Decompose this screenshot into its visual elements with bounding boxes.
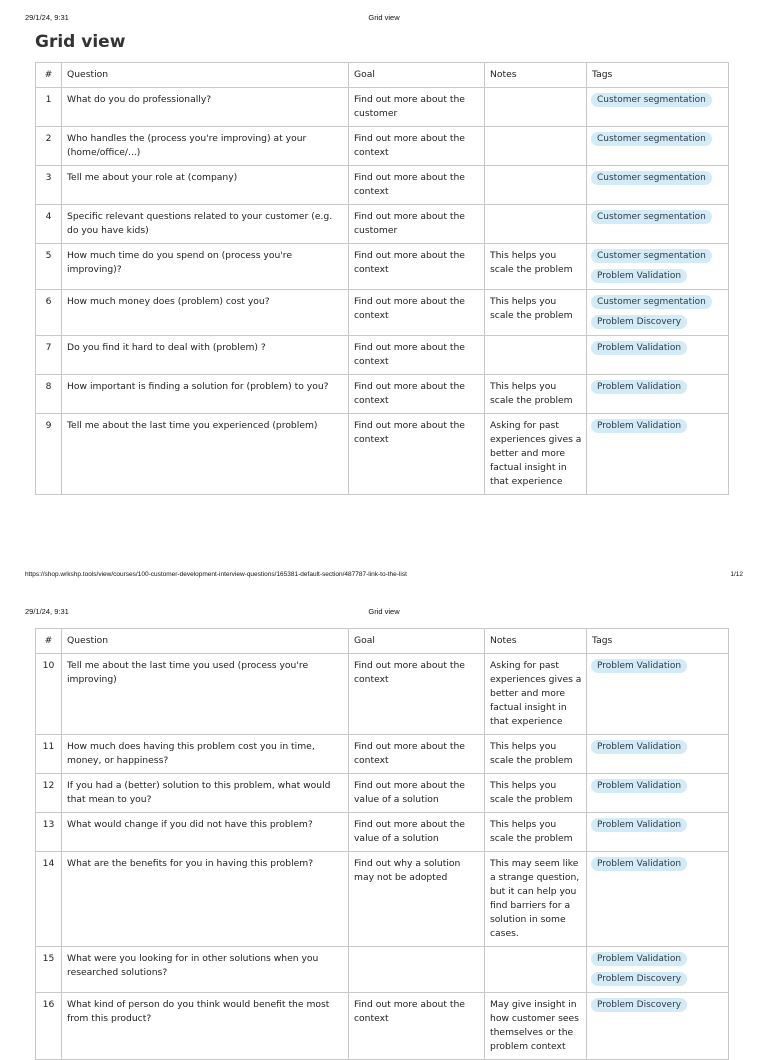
row-number: 6: [36, 290, 62, 336]
goal-cell: Find out more about the value of a solution: [349, 774, 485, 813]
tags-cell: [587, 244, 729, 290]
goal-cell: Find out more about the context: [349, 336, 485, 375]
column-header-number: #: [36, 629, 62, 654]
table-row: [36, 414, 729, 495]
print-page-number: 1/12: [730, 571, 743, 578]
question-cell: What are the benefits for you in having this problem?: [62, 852, 349, 947]
tag-badge: Problem Validation: [591, 857, 687, 871]
table-row: [36, 290, 729, 336]
tag-badge: Problem Discovery: [591, 972, 687, 986]
table-row: [36, 993, 729, 1060]
notes-cell: This helps you scale the problem: [485, 813, 587, 852]
tag-badge: Problem Discovery: [591, 315, 687, 329]
row-number: 9: [36, 414, 62, 495]
print-title: Grid view: [368, 13, 400, 22]
question-cell: If you had a (better) solution to this problem, what would that mean to you?: [62, 774, 349, 813]
tag-badge: Customer segmentation: [591, 171, 712, 185]
tag-badge: Problem Validation: [591, 740, 687, 754]
question-cell: What kind of person do you think would benefit the most from this product?: [62, 993, 349, 1060]
print-header: [0, 13, 768, 27]
goal-cell: Find out more about the context: [349, 654, 485, 735]
row-number: 15: [36, 947, 62, 993]
print-date: 29/1/24, 9:31: [25, 13, 69, 22]
notes-cell: [485, 166, 587, 205]
row-number: 5: [36, 244, 62, 290]
tags-cell: [587, 290, 729, 336]
goal-cell: Find out more about the context: [349, 290, 485, 336]
table-row: [36, 88, 729, 127]
tags-cell: [587, 735, 729, 774]
column-header-tags: Tags: [587, 63, 729, 88]
table-row: [36, 205, 729, 244]
tags-cell: [587, 947, 729, 993]
table-row: [36, 244, 729, 290]
row-number: 11: [36, 735, 62, 774]
tag-badge: Problem Validation: [591, 952, 687, 966]
goal-cell: Find out more about the value of a solution: [349, 813, 485, 852]
goal-cell: [349, 947, 485, 993]
table-row: [36, 127, 729, 166]
question-cell: Who handles the (process you're improving) at your (home/office/...): [62, 127, 349, 166]
question-cell: Tell me about the last time you experienced (problem): [62, 414, 349, 495]
tag-badge: Problem Validation: [591, 380, 687, 394]
question-cell: Tell me about your role at (company): [62, 166, 349, 205]
question-cell: What do you do professionally?: [62, 88, 349, 127]
table-row: [36, 774, 729, 813]
table-body-page-2: [36, 654, 729, 1060]
table-row: [36, 654, 729, 735]
table-header-row: [36, 63, 729, 88]
notes-cell: This may seem like a strange question, but it can help you find barriers for a solution in some cases.: [485, 852, 587, 947]
goal-cell: Find out more about the context: [349, 166, 485, 205]
notes-cell: This helps you scale the problem: [485, 290, 587, 336]
grid-table-page-1: [35, 62, 729, 495]
question-cell: How much does having this problem cost you in time, money, or happiness?: [62, 735, 349, 774]
tag-badge: Problem Validation: [591, 341, 687, 355]
column-header-notes: Notes: [485, 63, 587, 88]
row-number: 14: [36, 852, 62, 947]
tags-cell: [587, 88, 729, 127]
tag-badge: Problem Discovery: [591, 998, 687, 1012]
question-cell: Do you find it hard to deal with (problem) ?: [62, 336, 349, 375]
grid-table-page-2: [35, 628, 729, 1060]
notes-cell: [485, 205, 587, 244]
goal-cell: Find out more about the context: [349, 993, 485, 1060]
print-date: 29/1/24, 9:31: [25, 607, 69, 616]
notes-cell: This helps you scale the problem: [485, 244, 587, 290]
notes-cell: [485, 88, 587, 127]
table-header-row: [36, 629, 729, 654]
column-header-notes: Notes: [485, 629, 587, 654]
row-number: 8: [36, 375, 62, 414]
row-number: 2: [36, 127, 62, 166]
tag-badge: Problem Validation: [591, 269, 687, 283]
tag-badge: Problem Validation: [591, 419, 687, 433]
table-body-page-1: [36, 88, 729, 495]
goal-cell: Find out more about the context: [349, 375, 485, 414]
column-header-goal: Goal: [349, 63, 485, 88]
notes-cell: This helps you scale the problem: [485, 375, 587, 414]
notes-cell: [485, 947, 587, 993]
notes-cell: [485, 127, 587, 166]
tag-badge: Customer segmentation: [591, 132, 712, 146]
goal-cell: Find out more about the customer: [349, 88, 485, 127]
table-row: [36, 947, 729, 993]
row-number: 16: [36, 993, 62, 1060]
question-cell: How much money does (problem) cost you?: [62, 290, 349, 336]
goal-cell: Find out more about the context: [349, 244, 485, 290]
goal-cell: Find out more about the context: [349, 414, 485, 495]
table-row: [36, 336, 729, 375]
notes-cell: This helps you scale the problem: [485, 735, 587, 774]
question-cell: How much time do you spend on (process you're improving)?: [62, 244, 349, 290]
question-cell: Specific relevant questions related to your customer (e.g. do you have kids): [62, 205, 349, 244]
tags-cell: [587, 166, 729, 205]
tags-cell: [587, 774, 729, 813]
row-number: 12: [36, 774, 62, 813]
column-header-goal: Goal: [349, 629, 485, 654]
tags-cell: [587, 654, 729, 735]
tag-badge: Customer segmentation: [591, 93, 712, 107]
notes-cell: This helps you scale the problem: [485, 774, 587, 813]
tags-cell: [587, 852, 729, 947]
column-header-question: Question: [62, 629, 349, 654]
goal-cell: Find out more about the customer: [349, 205, 485, 244]
column-header-number: #: [36, 63, 62, 88]
notes-cell: Asking for past experiences gives a better and more factual insight in that experience: [485, 654, 587, 735]
table-row: [36, 813, 729, 852]
tag-badge: Problem Validation: [591, 779, 687, 793]
tags-cell: [587, 336, 729, 375]
print-header-page-2: [0, 607, 768, 621]
table-row: [36, 375, 729, 414]
row-number: 3: [36, 166, 62, 205]
question-cell: Tell me about the last time you used (process you're improving): [62, 654, 349, 735]
goal-cell: Find out more about the context: [349, 127, 485, 166]
notes-cell: [485, 336, 587, 375]
notes-cell: May give insight in how customer sees themselves or the problem context: [485, 993, 587, 1060]
goal-cell: Find out why a solution may not be adopted: [349, 852, 485, 947]
print-url: https://shop.wrkshp.tools/view/courses/100-customer-development-interview-questions/165381-default-section/487787-link-to-the-list: [25, 571, 407, 578]
row-number: 1: [36, 88, 62, 127]
question-cell: What would change if you did not have this problem?: [62, 813, 349, 852]
tag-badge: Problem Validation: [591, 818, 687, 832]
table-row: [36, 166, 729, 205]
tags-cell: [587, 414, 729, 495]
tag-badge: Problem Validation: [591, 659, 687, 673]
tag-badge: Customer segmentation: [591, 295, 712, 309]
tags-cell: [587, 993, 729, 1060]
table-row: [36, 735, 729, 774]
row-number: 10: [36, 654, 62, 735]
notes-cell: Asking for past experiences gives a better and more factual insight in that experience: [485, 414, 587, 495]
page-title: Grid view: [35, 32, 126, 52]
goal-cell: Find out more about the context: [349, 735, 485, 774]
table-row: [36, 852, 729, 947]
row-number: 13: [36, 813, 62, 852]
column-header-tags: Tags: [587, 629, 729, 654]
tags-cell: [587, 127, 729, 166]
row-number: 7: [36, 336, 62, 375]
print-footer: [0, 571, 768, 583]
tags-cell: [587, 205, 729, 244]
tag-badge: Customer segmentation: [591, 249, 712, 263]
tags-cell: [587, 375, 729, 414]
tags-cell: [587, 813, 729, 852]
tag-badge: Customer segmentation: [591, 210, 712, 224]
print-title: Grid view: [368, 607, 400, 616]
question-cell: What were you looking for in other solutions when you researched solutions?: [62, 947, 349, 993]
column-header-question: Question: [62, 63, 349, 88]
row-number: 4: [36, 205, 62, 244]
question-cell: How important is finding a solution for (problem) to you?: [62, 375, 349, 414]
